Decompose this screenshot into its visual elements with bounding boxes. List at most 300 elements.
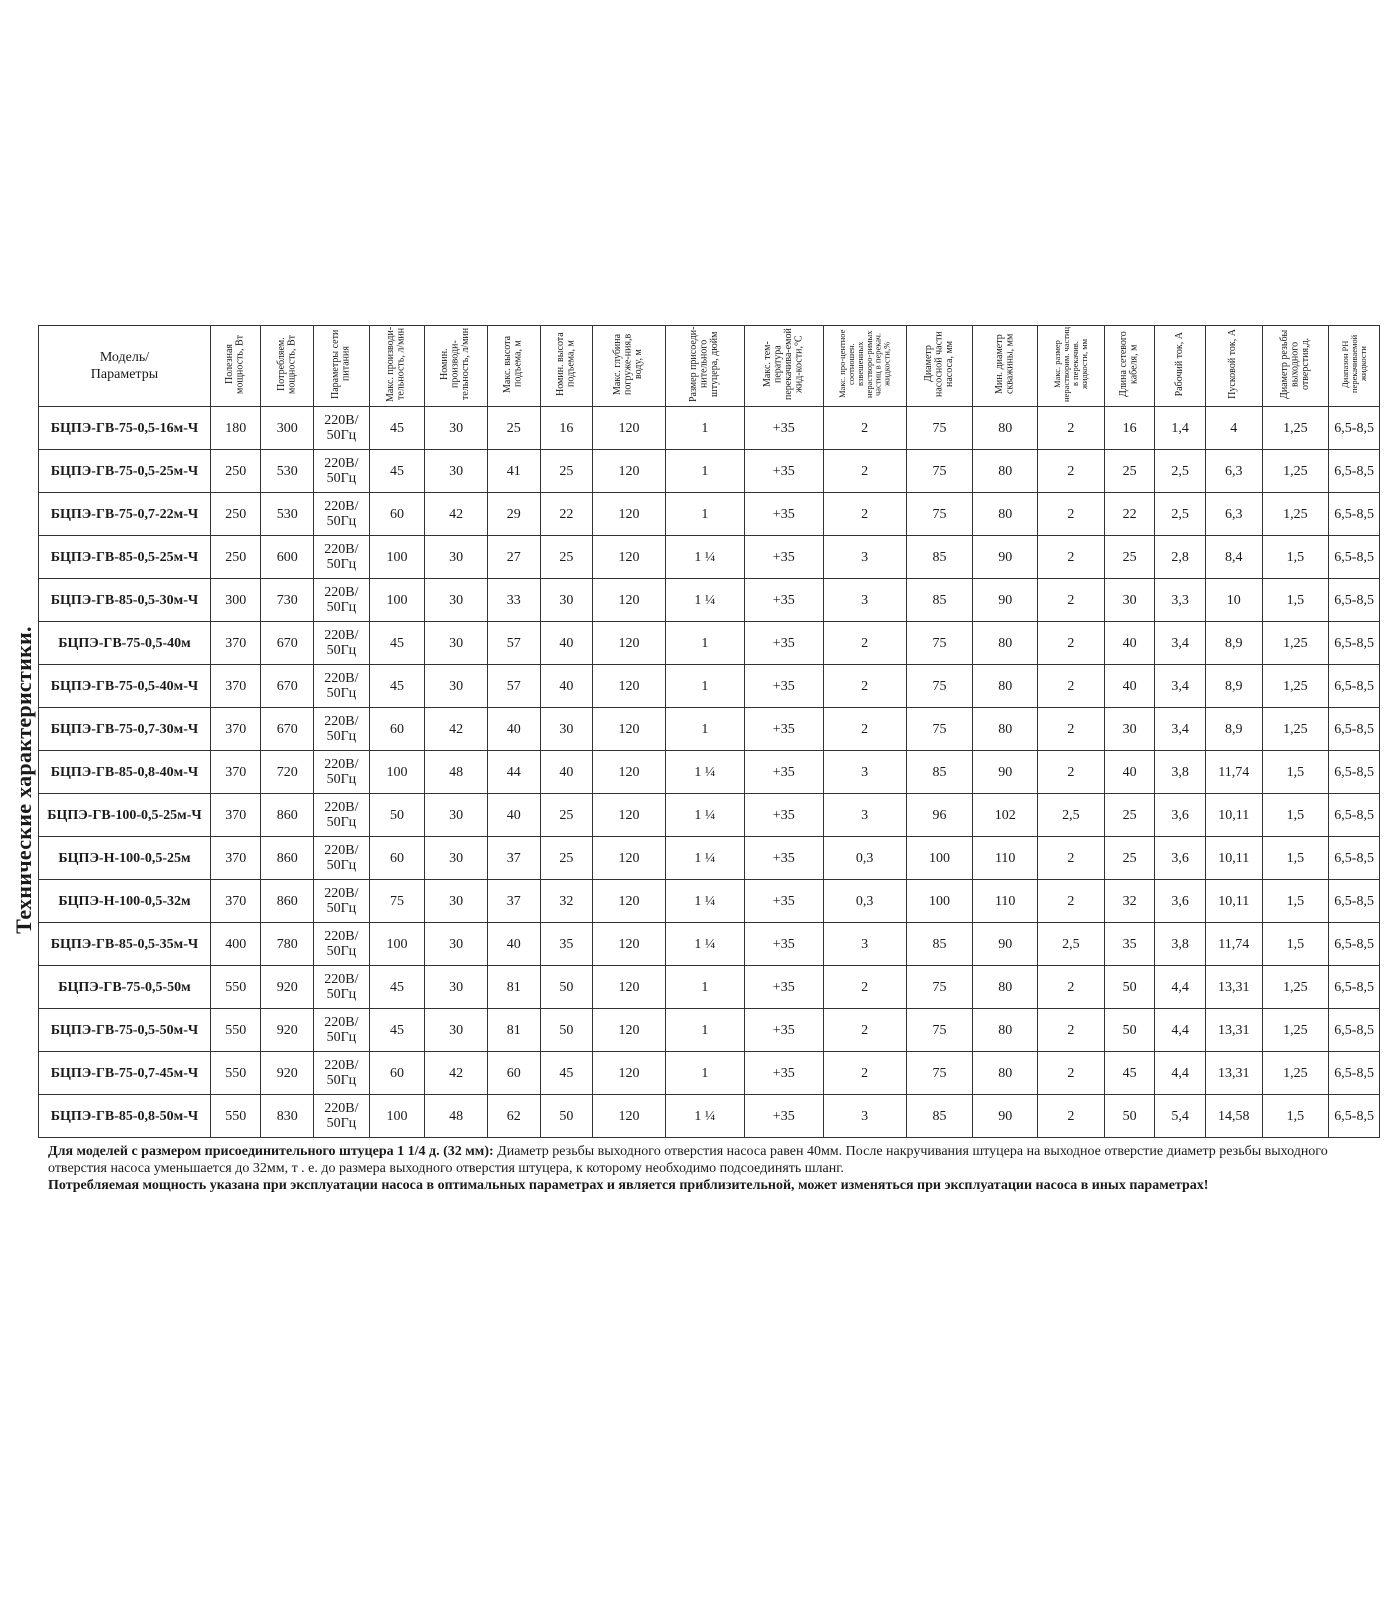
table-cell: 80 — [973, 966, 1038, 1009]
table-cell: 220В/ 50Гц — [314, 665, 370, 708]
table-cell: 2 — [1038, 880, 1105, 923]
table-cell: +35 — [744, 665, 823, 708]
table-cell: 370 — [210, 880, 261, 923]
table-cell: 120 — [593, 1095, 666, 1138]
table-cell: 30 — [425, 923, 488, 966]
table-cell: 25 — [540, 450, 593, 493]
table-row — [39, 708, 1380, 751]
column-header — [1155, 326, 1206, 407]
model-name-cell: БЦПЭ-ГВ-75-0,5-50м-Ч — [39, 1009, 211, 1052]
table-cell: 60 — [487, 1052, 540, 1095]
table-cell: 80 — [973, 1052, 1038, 1095]
table-cell: 120 — [593, 1009, 666, 1052]
table-cell: 220В/ 50Гц — [314, 622, 370, 665]
table-cell: 120 — [593, 837, 666, 880]
table-cell: 2 — [823, 966, 906, 1009]
table-cell: 75 — [906, 493, 973, 536]
table-cell: +35 — [744, 579, 823, 622]
table-cell: 45 — [369, 407, 425, 450]
table-cell: +35 — [744, 1095, 823, 1138]
table-row — [39, 837, 1380, 880]
table-cell: 8,9 — [1205, 622, 1262, 665]
column-header-label: Макс. размер нерастворим. частиц в перекачив. жидкости, мм — [1052, 326, 1089, 402]
column-header — [314, 326, 370, 407]
table-cell: +35 — [744, 923, 823, 966]
table-cell: 250 — [210, 450, 261, 493]
table-cell: 1,4 — [1155, 407, 1206, 450]
table-cell: 1,25 — [1262, 966, 1329, 1009]
table-cell: 40 — [1104, 622, 1155, 665]
table-cell: 44 — [487, 751, 540, 794]
table-cell: 300 — [261, 407, 314, 450]
table-cell: 6,3 — [1205, 493, 1262, 536]
table-cell: 40 — [1104, 751, 1155, 794]
footnote-2-bold: Потребляемая мощность указана при эксплуатации насоса в оптимальных параметрах и является приблизительной, может изменяться при эксплуатации насоса в иных параметрах! — [48, 1178, 1209, 1193]
table-cell: 30 — [1104, 708, 1155, 751]
table-cell: 30 — [425, 536, 488, 579]
table-cell: 1 — [665, 966, 744, 1009]
table-cell: 40 — [540, 751, 593, 794]
table-cell: +35 — [744, 837, 823, 880]
table-cell: 670 — [261, 708, 314, 751]
table-cell: 3,3 — [1155, 579, 1206, 622]
model-name-cell: БЦПЭ-ГВ-75-0,5-40м-Ч — [39, 665, 211, 708]
table-cell: 3 — [823, 751, 906, 794]
table-cell: +35 — [744, 536, 823, 579]
table-cell: 220В/ 50Гц — [314, 751, 370, 794]
table-cell: 4,4 — [1155, 966, 1206, 1009]
table-cell: 250 — [210, 536, 261, 579]
table-cell: 41 — [487, 450, 540, 493]
table-cell: 120 — [593, 622, 666, 665]
table-cell: 45 — [369, 622, 425, 665]
footnote-1-bold: Для моделей с размером присоединительного штуцера 1 1/4 д. (32 мм): — [48, 1144, 494, 1159]
table-cell: 120 — [593, 794, 666, 837]
table-cell: 6,5-8,5 — [1329, 1009, 1380, 1052]
column-header — [593, 326, 666, 407]
column-header-label: Диаметр насосной части насоса, мм — [922, 331, 955, 397]
footnote-2 — [48, 1177, 1348, 1194]
table-cell: 860 — [261, 837, 314, 880]
table-cell: 60 — [369, 1052, 425, 1095]
table-cell: 81 — [487, 1009, 540, 1052]
table-cell: 550 — [210, 1009, 261, 1052]
table-row — [39, 622, 1380, 665]
table-cell: 22 — [540, 493, 593, 536]
column-header-label: Полезная мощность, Вт — [224, 334, 246, 394]
table-cell: 2 — [1038, 665, 1105, 708]
table-row — [39, 536, 1380, 579]
table-cell: +35 — [744, 1052, 823, 1095]
table-cell: 45 — [540, 1052, 593, 1095]
table-cell: 42 — [425, 493, 488, 536]
model-name-cell: БЦПЭ-ГВ-75-0,5-40м — [39, 622, 211, 665]
table-cell: 2 — [823, 708, 906, 751]
table-cell: 220В/ 50Гц — [314, 1095, 370, 1138]
table-cell: +35 — [744, 880, 823, 923]
table-cell: 530 — [261, 450, 314, 493]
table-cell: +35 — [744, 751, 823, 794]
table-cell: 102 — [973, 794, 1038, 837]
table-cell: 37 — [487, 880, 540, 923]
table-cell: 50 — [1104, 1009, 1155, 1052]
table-cell: 6,5-8,5 — [1329, 493, 1380, 536]
table-cell: 3,6 — [1155, 837, 1206, 880]
table-cell: 6,5-8,5 — [1329, 536, 1380, 579]
table-cell: 32 — [1104, 880, 1155, 923]
table-cell: 25 — [540, 837, 593, 880]
table-cell: 50 — [540, 1009, 593, 1052]
table-cell: 1,5 — [1262, 794, 1329, 837]
table-cell: 30 — [425, 837, 488, 880]
table-cell: 2,5 — [1155, 493, 1206, 536]
table-cell: 3 — [823, 536, 906, 579]
table-cell: 2 — [1038, 1095, 1105, 1138]
table-cell: 1,5 — [1262, 923, 1329, 966]
table-cell: 220В/ 50Гц — [314, 708, 370, 751]
model-name-cell: БЦПЭ-Н-100-0,5-25м — [39, 837, 211, 880]
table-cell: 6,5-8,5 — [1329, 923, 1380, 966]
column-header — [487, 326, 540, 407]
table-cell: 120 — [593, 708, 666, 751]
table-cell: 530 — [261, 493, 314, 536]
column-header-label: Пусковой ток, А — [1227, 329, 1239, 399]
table-cell: 2 — [1038, 1052, 1105, 1095]
table-cell: 6,5-8,5 — [1329, 837, 1380, 880]
table-cell: 30 — [425, 665, 488, 708]
table-cell: 920 — [261, 1052, 314, 1095]
model-name-cell: БЦПЭ-ГВ-85-0,5-25м-Ч — [39, 536, 211, 579]
model-name-cell: БЦПЭ-ГВ-75-0,7-22м-Ч — [39, 493, 211, 536]
table-cell: 80 — [973, 1009, 1038, 1052]
table-cell: +35 — [744, 407, 823, 450]
column-header — [1205, 326, 1262, 407]
table-cell: 90 — [973, 923, 1038, 966]
table-cell: 90 — [973, 536, 1038, 579]
column-header-label: Мин. диаметр скважины, мм — [993, 333, 1016, 395]
table-cell: +35 — [744, 622, 823, 665]
table-cell: 1,5 — [1262, 579, 1329, 622]
column-header-label: Макс. тем-пература перекачива-емой жид-кости,°С — [761, 328, 805, 400]
table-cell: 45 — [369, 966, 425, 1009]
table-cell: 75 — [906, 665, 973, 708]
table-cell: 30 — [540, 579, 593, 622]
table-cell: 80 — [973, 493, 1038, 536]
table-cell: 0,3 — [823, 880, 906, 923]
table-cell: 30 — [425, 622, 488, 665]
table-row — [39, 1009, 1380, 1052]
column-header — [973, 326, 1038, 407]
corner-header — [39, 326, 211, 407]
table-cell: 220В/ 50Гц — [314, 966, 370, 1009]
table-cell: +35 — [744, 966, 823, 1009]
table-cell: 220В/ 50Гц — [314, 794, 370, 837]
table-row — [39, 450, 1380, 493]
table-cell: 2 — [823, 622, 906, 665]
model-name-cell: БЦПЭ-ГВ-100-0,5-25м-Ч — [39, 794, 211, 837]
table-cell: +35 — [744, 1009, 823, 1052]
table-cell: 220В/ 50Гц — [314, 880, 370, 923]
table-cell: 6,5-8,5 — [1329, 407, 1380, 450]
column-header — [210, 326, 261, 407]
table-row — [39, 407, 1380, 450]
table-cell: 860 — [261, 794, 314, 837]
table-cell: 50 — [540, 966, 593, 1009]
table-row — [39, 966, 1380, 1009]
table-cell: 30 — [425, 880, 488, 923]
table-cell: 2 — [1038, 622, 1105, 665]
table-cell: 1,5 — [1262, 751, 1329, 794]
table-cell: 220В/ 50Гц — [314, 1009, 370, 1052]
table-cell: 10,11 — [1205, 837, 1262, 880]
table-cell: 1 — [665, 708, 744, 751]
table-cell: 2 — [1038, 708, 1105, 751]
table-cell: 120 — [593, 450, 666, 493]
table-cell: 8,9 — [1205, 708, 1262, 751]
table-cell: 29 — [487, 493, 540, 536]
table-cell: 370 — [210, 708, 261, 751]
table-cell: 3,8 — [1155, 751, 1206, 794]
table-cell: 1,25 — [1262, 407, 1329, 450]
table-cell: 1 ¼ — [665, 536, 744, 579]
table-cell: 300 — [210, 579, 261, 622]
model-name-cell: БЦПЭ-ГВ-75-0,5-16м-Ч — [39, 407, 211, 450]
column-header-label: Макс. производи-тельность, л/мин — [385, 326, 407, 402]
column-header-label: Параметры сети питания — [329, 329, 352, 399]
table-cell: 920 — [261, 1009, 314, 1052]
column-header — [369, 326, 425, 407]
table-cell: 25 — [1104, 536, 1155, 579]
model-name-cell: БЦПЭ-ГВ-75-0,7-45м-Ч — [39, 1052, 211, 1095]
table-body — [39, 407, 1380, 1138]
table-cell: 60 — [369, 708, 425, 751]
table-cell: 2 — [1038, 966, 1105, 1009]
table-cell: 90 — [973, 1095, 1038, 1138]
table-cell: 550 — [210, 1095, 261, 1138]
table-cell: 120 — [593, 493, 666, 536]
column-header-label: Макс. про-центное соотношен. взвешенных нерастворо-римых частиц в перекач. жидкости,% — [836, 329, 892, 399]
column-header-label: Макс. высота подъема, м — [502, 335, 524, 393]
model-name-cell: БЦПЭ-Н-100-0,5-32м — [39, 880, 211, 923]
table-cell: 96 — [906, 794, 973, 837]
table-row — [39, 1052, 1380, 1095]
table-cell: 42 — [425, 708, 488, 751]
table-cell: 120 — [593, 751, 666, 794]
table-cell: 220В/ 50Гц — [314, 923, 370, 966]
column-header — [1329, 326, 1380, 407]
table-cell: 48 — [425, 751, 488, 794]
table-cell: 0,3 — [823, 837, 906, 880]
table-row — [39, 493, 1380, 536]
column-header — [823, 326, 906, 407]
spec-table — [38, 325, 1380, 1138]
table-cell: 30 — [425, 450, 488, 493]
table-cell: 30 — [425, 794, 488, 837]
table-cell: 2 — [823, 1009, 906, 1052]
table-cell: 2 — [1038, 579, 1105, 622]
table-cell: 2,5 — [1155, 450, 1206, 493]
table-cell: 400 — [210, 923, 261, 966]
table-cell: 250 — [210, 493, 261, 536]
table-cell: 370 — [210, 622, 261, 665]
table-cell: 100 — [906, 880, 973, 923]
corner-label-line2: Параметры — [90, 367, 159, 383]
table-cell: 30 — [425, 407, 488, 450]
table-cell: 2 — [1038, 536, 1105, 579]
table-cell: 2 — [1038, 493, 1105, 536]
table-cell: 2 — [1038, 837, 1105, 880]
table-cell: 1 — [665, 450, 744, 493]
table-cell: 1,25 — [1262, 450, 1329, 493]
table-cell: 3 — [823, 1095, 906, 1138]
table-cell: 50 — [1104, 1095, 1155, 1138]
table-cell: 1 — [665, 493, 744, 536]
table-cell: 370 — [210, 794, 261, 837]
table-cell: 370 — [210, 751, 261, 794]
table-cell: 90 — [973, 751, 1038, 794]
table-cell: 370 — [210, 665, 261, 708]
table-cell: 1 — [665, 1009, 744, 1052]
table-cell: 33 — [487, 579, 540, 622]
table-cell: 45 — [369, 665, 425, 708]
table-cell: 2 — [1038, 450, 1105, 493]
table-row — [39, 665, 1380, 708]
table-cell: 6,5-8,5 — [1329, 622, 1380, 665]
table-cell: 120 — [593, 579, 666, 622]
table-cell: 1 — [665, 665, 744, 708]
table-cell: 6,5-8,5 — [1329, 751, 1380, 794]
table-cell: 35 — [1104, 923, 1155, 966]
table-cell: 120 — [593, 880, 666, 923]
table-cell: 75 — [906, 1052, 973, 1095]
header-row — [39, 326, 1380, 407]
table-cell: 25 — [540, 536, 593, 579]
table-cell: 120 — [593, 1052, 666, 1095]
table-cell: 5,4 — [1155, 1095, 1206, 1138]
table-cell: 2 — [823, 450, 906, 493]
footnotes — [48, 1143, 1348, 1194]
column-header — [261, 326, 314, 407]
table-cell: 3,4 — [1155, 708, 1206, 751]
model-name-cell: БЦПЭ-ГВ-85-0,5-30м-Ч — [39, 579, 211, 622]
table-cell: 80 — [973, 708, 1038, 751]
table-cell: 85 — [906, 579, 973, 622]
table-cell: 25 — [487, 407, 540, 450]
table-cell: 80 — [973, 665, 1038, 708]
table-cell: 2 — [823, 1052, 906, 1095]
table-cell: 1 ¼ — [665, 794, 744, 837]
table-cell: 1 ¼ — [665, 923, 744, 966]
table-cell: 1 ¼ — [665, 880, 744, 923]
table-cell: 30 — [425, 579, 488, 622]
table-cell: 3,6 — [1155, 880, 1206, 923]
table-cell: 42 — [425, 1052, 488, 1095]
table-cell: 62 — [487, 1095, 540, 1138]
table-cell: 180 — [210, 407, 261, 450]
table-cell: 1,25 — [1262, 708, 1329, 751]
table-cell: 6,5-8,5 — [1329, 794, 1380, 837]
table-cell: 2,8 — [1155, 536, 1206, 579]
table-cell: 11,74 — [1205, 923, 1262, 966]
table-row — [39, 579, 1380, 622]
table-cell: 3,4 — [1155, 665, 1206, 708]
table-cell: 37 — [487, 837, 540, 880]
table-cell: +35 — [744, 708, 823, 751]
table-cell: 85 — [906, 923, 973, 966]
table-cell: 6,3 — [1205, 450, 1262, 493]
table-cell: 220В/ 50Гц — [314, 837, 370, 880]
table-cell: 1 ¼ — [665, 579, 744, 622]
table-cell: 10 — [1205, 579, 1262, 622]
column-header — [425, 326, 488, 407]
table-cell: 120 — [593, 923, 666, 966]
table-cell: 1 ¼ — [665, 751, 744, 794]
column-header-label: Диапазон PH перекачиваемой жидкости — [1339, 334, 1368, 394]
table-cell: 75 — [906, 708, 973, 751]
table-cell: 100 — [906, 837, 973, 880]
table-cell: 3,4 — [1155, 622, 1206, 665]
table-cell: 860 — [261, 880, 314, 923]
table-cell: 3 — [823, 794, 906, 837]
table-cell: 1,25 — [1262, 1009, 1329, 1052]
table-cell: 48 — [425, 1095, 488, 1138]
table-row — [39, 751, 1380, 794]
table-cell: 2,5 — [1038, 923, 1105, 966]
side-title-text: Технические характеристики. — [11, 626, 36, 934]
table-cell: 60 — [369, 493, 425, 536]
table-cell: 3,8 — [1155, 923, 1206, 966]
table-cell: 45 — [369, 1009, 425, 1052]
table-cell: 40 — [487, 923, 540, 966]
table-cell: 2,5 — [1038, 794, 1105, 837]
table-cell: 50 — [369, 794, 425, 837]
model-name-cell: БЦПЭ-ГВ-85-0,8-50м-Ч — [39, 1095, 211, 1138]
table-cell: 120 — [593, 665, 666, 708]
table-cell: 40 — [540, 622, 593, 665]
column-header-label: Макс. глубина погруже-ния,в воду, м — [612, 333, 645, 395]
table-cell: 4,4 — [1155, 1052, 1206, 1095]
table-cell: 100 — [369, 751, 425, 794]
table-cell: 4 — [1205, 407, 1262, 450]
table-cell: 30 — [425, 966, 488, 1009]
table-cell: 220В/ 50Гц — [314, 579, 370, 622]
table-cell: 830 — [261, 1095, 314, 1138]
table-cell: 25 — [540, 794, 593, 837]
model-name-cell: БЦПЭ-ГВ-85-0,8-40м-Ч — [39, 751, 211, 794]
table-cell: 8,9 — [1205, 665, 1262, 708]
table-cell: 220В/ 50Гц — [314, 1052, 370, 1095]
column-header-label: Диаметр резьбы выходного отверстия,д. — [1278, 329, 1311, 399]
table-cell: 6,5-8,5 — [1329, 708, 1380, 751]
table-cell: 30 — [1104, 579, 1155, 622]
table-cell: 780 — [261, 923, 314, 966]
table-cell: 30 — [540, 708, 593, 751]
table-cell: 3 — [823, 579, 906, 622]
table-cell: 60 — [369, 837, 425, 880]
column-header-label: Рабочий ток, А — [1173, 331, 1185, 397]
table-cell: 6,5-8,5 — [1329, 1052, 1380, 1095]
table-cell: 13,31 — [1205, 966, 1262, 1009]
table-cell: 1,5 — [1262, 837, 1329, 880]
table-cell: 370 — [210, 837, 261, 880]
model-name-cell: БЦПЭ-ГВ-75-0,5-25м-Ч — [39, 450, 211, 493]
table-cell: 3 — [823, 923, 906, 966]
column-header — [1104, 326, 1155, 407]
table-cell: 1,25 — [1262, 622, 1329, 665]
table-cell: 35 — [540, 923, 593, 966]
table-row — [39, 880, 1380, 923]
column-header-label: Длина сетевого кабеля, м — [1118, 331, 1140, 397]
